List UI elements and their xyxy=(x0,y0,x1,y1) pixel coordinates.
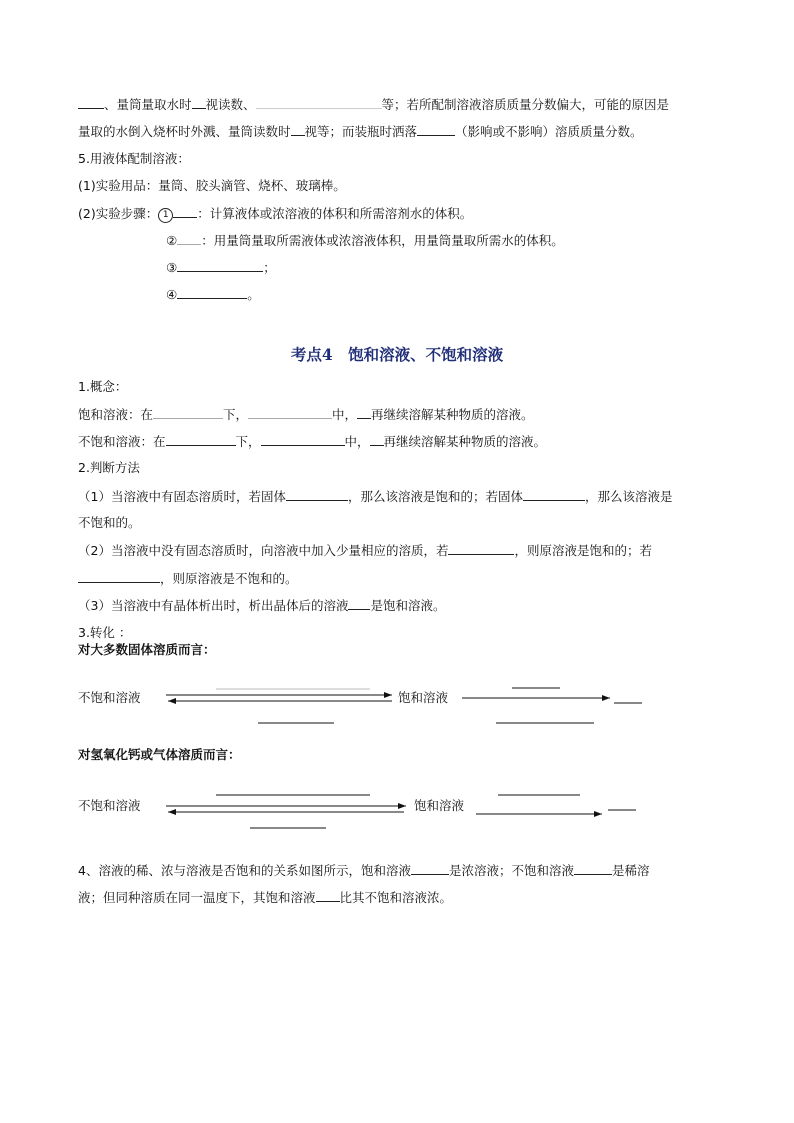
text: ，那么该溶液是饱和的；若固体 xyxy=(347,489,523,504)
item-5-1: (1)实验用品：量筒、胶头滴管、烧杯、玻璃棒。 xyxy=(78,178,346,193)
text: （2）当溶液中没有固态溶质时，向溶液中加入少量相应的溶质，若 xyxy=(78,543,449,558)
diagram2-unsat-label: 不饱和溶液 xyxy=(78,798,141,813)
step-number: ③ xyxy=(166,260,178,275)
solid-heading: 对大多数固体溶质而言： xyxy=(78,642,216,657)
text: ：计算液体或浓溶液的体积和所需溶剂水的体积。 xyxy=(197,206,473,221)
step-number: ④ xyxy=(166,287,178,302)
text: 。 xyxy=(247,287,260,302)
text: 4、溶液的稀、浓与溶液是否饱和的关系如图所示，饱和溶液 xyxy=(78,863,411,878)
text: 量取的水倒入烧杯时外溅、量筒读数时 xyxy=(78,124,291,139)
text: （1）当溶液中有固态溶质时，若固体 xyxy=(78,489,286,504)
text: (2)实验步骤： xyxy=(78,206,159,221)
text: 是饱和溶液。 xyxy=(370,598,446,613)
judge-1-cont: 不饱和的。 xyxy=(78,515,141,530)
text: （影响或不影响）溶质质量分数。 xyxy=(455,124,643,139)
text: 再继续溶解某种物质的溶液。 xyxy=(371,407,534,422)
text: ； xyxy=(263,260,276,275)
item-5: 5.用液体配制溶液： xyxy=(78,151,190,166)
diagram1-arrows xyxy=(166,688,642,723)
text: 视等；而装瓶时洒落 xyxy=(304,124,418,139)
text: ，则原溶液是饱和的；若 xyxy=(514,543,652,558)
text: 等；若所配制溶液溶质质量分数偏大，可能的原因是 xyxy=(381,97,670,112)
text: 再继续溶解某种物质的溶液。 xyxy=(383,434,547,449)
text: ，那么该溶液是 xyxy=(584,489,673,504)
text: ，则原溶液是不饱和的。 xyxy=(160,571,298,586)
text: 、量筒量取水时 xyxy=(104,97,192,112)
judge-heading: 2.判断方法 xyxy=(78,460,140,475)
diagram2-arrows xyxy=(166,795,636,828)
relation-line-2 xyxy=(78,888,452,907)
concept-heading: 1.概念： xyxy=(78,379,128,394)
text: 不饱和溶液：在 xyxy=(78,434,166,449)
text: 是稀溶 xyxy=(611,863,650,878)
transform-heading: 3.转化 ： xyxy=(78,625,132,640)
diagram1-sat-label: 饱和溶液 xyxy=(398,690,449,705)
text: 液；但同种溶质在同一温度下，其饱和溶液 xyxy=(78,890,316,905)
text: （3）当溶液中有晶体析出时，析出晶体后的溶液 xyxy=(78,598,349,613)
diagram2-sat-label: 饱和溶液 xyxy=(414,798,465,813)
diagram1-unsat-label: 不饱和溶液 xyxy=(78,690,141,705)
step-number: ② xyxy=(166,233,178,248)
text: 视读数、 xyxy=(205,97,256,112)
text: ：用量筒量取所需液体或浓溶液体积，用量筒量取所需水的体积。 xyxy=(201,233,564,248)
text: 中， xyxy=(344,434,370,449)
text: 下， xyxy=(223,407,249,422)
text: 中， xyxy=(332,407,358,422)
blank xyxy=(574,861,612,875)
gas-heading: 对氢氧化钙或气体溶质而言： xyxy=(78,747,241,762)
section-title: 考点4 饱和溶液、不饱和溶液 xyxy=(290,345,504,364)
step-number-circle: 1 xyxy=(158,208,173,223)
blank xyxy=(316,888,340,902)
relation-line-1 xyxy=(78,861,650,880)
text: 是浓溶液；不饱和溶液 xyxy=(448,863,574,878)
text: 下， xyxy=(235,434,261,449)
text: 比其不饱和溶液浓。 xyxy=(339,890,453,905)
text: 饱和溶液：在 xyxy=(78,407,154,422)
blank xyxy=(411,861,449,875)
